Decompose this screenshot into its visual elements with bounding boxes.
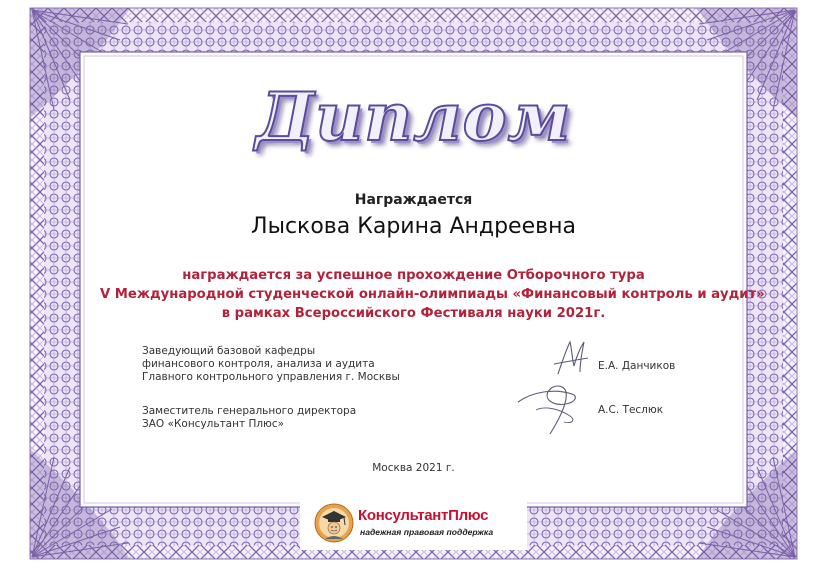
reason-line: V Международной студенческой онлайн-олимпиады «Финансовый контроль и аудит» [100,287,765,302]
place-year: Москва 2021 г. [372,462,455,474]
logo-tagline: надежная правовая поддержка [360,527,494,537]
reason-line: в рамках Всероссийского Фестиваля науки 2021г. [221,306,606,321]
signature-1 [548,336,594,382]
scholar-icon [314,503,354,543]
position-line: Главного контрольного управления г. Москвы [142,371,400,383]
signatory-1-name: Е.А. Данчиков [598,360,676,372]
position-line: Заместитель генерального директора [142,405,357,417]
signatory-2-position [142,405,356,431]
certificate-title: Диплом [255,78,572,156]
position-line: Заведующий базовой кафедры [142,345,316,357]
award-reason [100,266,765,323]
signature-2 [514,378,590,440]
reason-line: награждается за успешное прохождение Отборочного тура [182,268,645,283]
logo-brand: КонсультантПлюс [358,507,489,524]
awarded-label: Награждается [354,192,473,208]
signatory-1-position [142,345,400,384]
consultant-plus-logo [314,503,514,545]
signatory-2-name: А.С. Теслюк [598,404,664,416]
position-line: ЗАО «Консультант Плюс» [142,418,285,430]
recipient-name: Лыскова Карина Андреевна [251,214,576,239]
position-line: финансового контроля, анализа и аудита [142,358,375,370]
